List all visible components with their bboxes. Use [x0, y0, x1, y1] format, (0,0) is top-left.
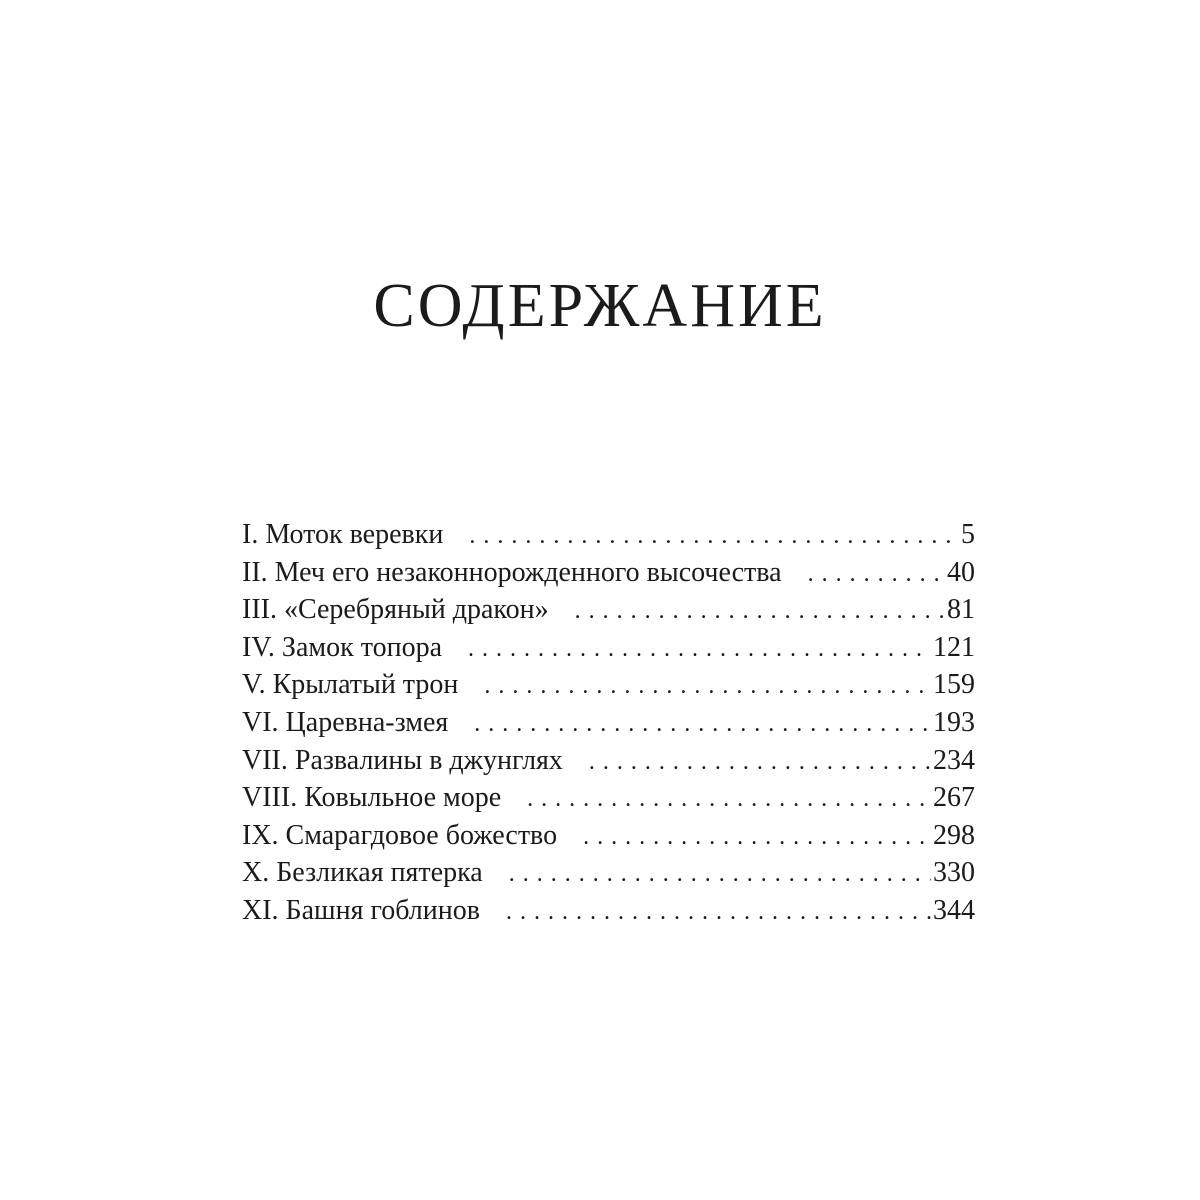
toc-entry-title: II. Меч его незаконнорожденного высочества [242, 556, 782, 588]
toc-page-number: 267 [933, 782, 975, 814]
toc-entry [242, 666, 975, 704]
toc-dot-leader [575, 593, 945, 631]
toc-entry-title: I. Моток веревки [242, 519, 444, 550]
toc-page-number: 121 [933, 631, 975, 663]
toc-page-number: 159 [933, 669, 975, 701]
toc-page-number: 40 [947, 556, 975, 588]
toc-entry-title: V. Крылатый трон [242, 669, 459, 701]
toc-entry [242, 629, 975, 667]
toc-dot-leader [484, 668, 931, 706]
toc-entry-title: IX. Смарагдовое божество [242, 819, 558, 851]
toc-entry-title: VII. Развалины в джунглях [242, 744, 563, 776]
toc-dot-leader [469, 518, 959, 556]
toc-entry [242, 779, 975, 817]
toc-dot-leader [589, 744, 931, 782]
toc-dot-leader [468, 631, 931, 669]
toc-dot-leader [506, 894, 931, 932]
toc-entry-title: VIII. Ковыльное море [242, 782, 502, 814]
toc-page-number: 5 [961, 519, 975, 550]
toc-entry-title: VI. Царевна-змея [242, 706, 449, 738]
toc-page-number: 193 [933, 706, 975, 738]
toc-entry [242, 817, 975, 855]
toc-entry [242, 554, 975, 592]
toc-page-number: 234 [933, 744, 975, 776]
toc-entry [242, 516, 975, 554]
toc-entry-title: III. «Серебряный дракон» [242, 594, 549, 626]
toc-dot-leader [583, 819, 931, 857]
toc-entry [242, 742, 975, 780]
toc-entry [242, 892, 975, 930]
toc-dot-leader [527, 781, 931, 819]
toc-dot-leader [474, 706, 931, 744]
page-title: СОДЕРЖАНИЕ [373, 272, 827, 340]
toc-entry [242, 854, 975, 892]
toc-page-number: 344 [933, 894, 975, 926]
toc-entry [242, 591, 975, 629]
toc-dot-leader [808, 556, 945, 594]
table-of-contents [242, 516, 975, 930]
toc-dot-leader [509, 856, 931, 894]
toc-page-number: 298 [933, 819, 975, 851]
toc-entry-title: XI. Башня гоблинов [242, 894, 480, 926]
toc-page-number: 81 [947, 594, 975, 626]
toc-entry-title: IV. Замок топора [242, 631, 442, 663]
toc-entry [242, 704, 975, 742]
toc-entry-title: X. Безликая пятерка [242, 857, 483, 889]
toc-page-number: 330 [933, 857, 975, 889]
